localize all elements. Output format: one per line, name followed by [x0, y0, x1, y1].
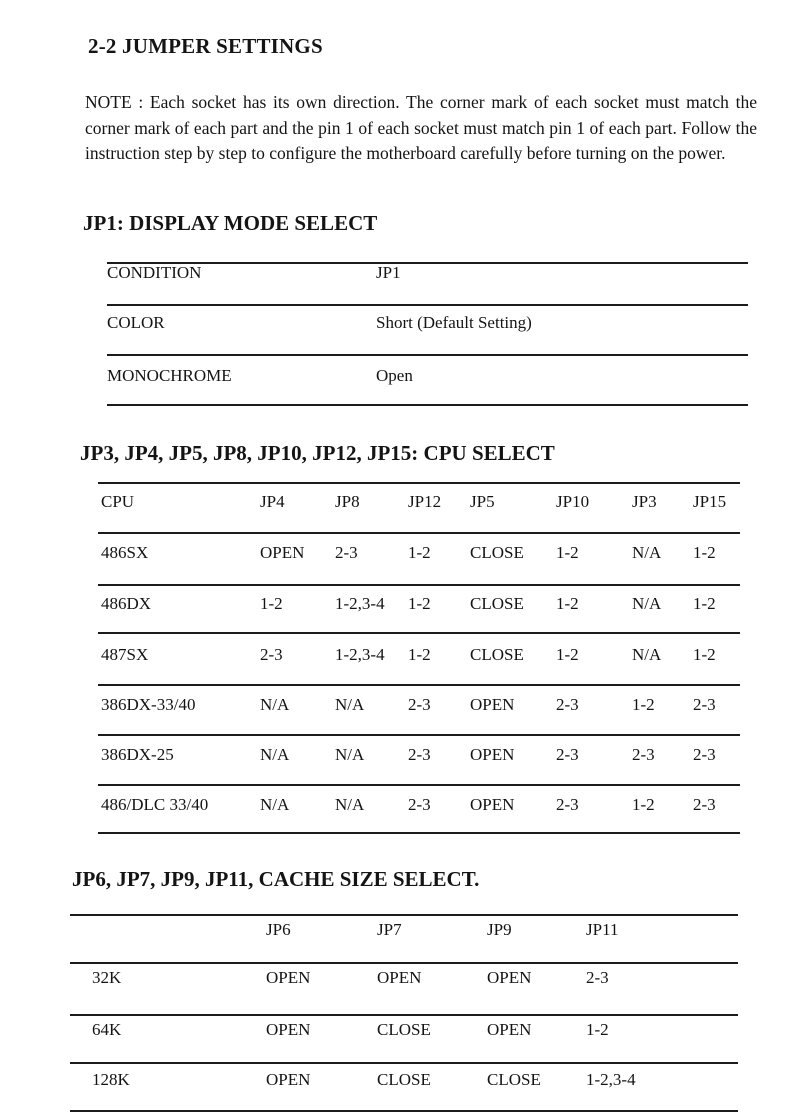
- cpu-cell: 486/DLC 33/40: [101, 795, 209, 814]
- cache-cell: OPEN: [266, 1020, 311, 1039]
- cache-header-cell: JP11: [586, 920, 619, 939]
- cpu-cell: 386DX-33/40: [101, 695, 196, 714]
- cache-cell: OPEN: [266, 1070, 311, 1089]
- cache-cell: CLOSE: [377, 1020, 431, 1039]
- cpu-header-cell: JP5: [470, 492, 495, 511]
- cpu-cell: N/A: [632, 645, 662, 664]
- cpu-rule: [98, 632, 740, 634]
- cpu-cell: 1-2: [408, 645, 431, 664]
- jp1-cell: Short (Default Setting): [376, 313, 532, 332]
- cpu-cell: 1-2,3-4: [335, 594, 385, 613]
- jp1-cell: MONOCHROME: [107, 366, 232, 385]
- cpu-rule: [98, 784, 740, 786]
- cpu-cell: N/A: [260, 795, 290, 814]
- cpu-section-title: JP3, JP4, JP5, JP8, JP10, JP12, JP15: CPU SELECT: [80, 441, 555, 465]
- cpu-rule: [98, 832, 740, 834]
- cpu-cell: 1-2: [408, 594, 431, 613]
- cache-cell: 2-3: [586, 968, 609, 987]
- cpu-header-cell: JP10: [556, 492, 590, 511]
- cache-cell: CLOSE: [487, 1070, 541, 1089]
- cache-rule: [70, 1110, 738, 1112]
- note-paragraph: NOTE : Each socket has its own direction. The corner mark of each socket must match the corner mark of each part and the pin 1 of each socket must match pin 1 of each part. Follow the instruction step by step to configure the motherboard carefully before turning on the power.: [85, 92, 757, 163]
- cpu-cell: 2-3: [632, 745, 655, 764]
- cpu-cell: N/A: [260, 695, 290, 714]
- cpu-cell: OPEN: [470, 695, 515, 714]
- cpu-cell: N/A: [335, 695, 365, 714]
- cache-cell: 64K: [92, 1020, 122, 1039]
- cache-rule: [70, 914, 738, 916]
- cache-rule: [70, 962, 738, 964]
- cache-cell: OPEN: [487, 1020, 532, 1039]
- cpu-cell: OPEN: [470, 795, 515, 814]
- cache-cell: 1-2: [586, 1020, 609, 1039]
- cpu-cell: 1-2: [693, 594, 716, 613]
- cpu-cell: 2-3: [556, 795, 579, 814]
- cpu-cell: 2-3: [408, 795, 431, 814]
- cpu-cell: OPEN: [470, 745, 515, 764]
- cpu-cell: 1-2,3-4: [335, 645, 385, 664]
- cpu-cell: CLOSE: [470, 543, 524, 562]
- cpu-rule: [98, 684, 740, 686]
- jp1-header-cell: JP1: [376, 263, 401, 282]
- cache-cell: OPEN: [377, 968, 422, 987]
- cpu-cell: 2-3: [693, 745, 716, 764]
- cpu-cell: N/A: [335, 795, 365, 814]
- cpu-rule: [98, 482, 740, 484]
- cpu-cell: CLOSE: [470, 645, 524, 664]
- cpu-cell: 2-3: [335, 543, 358, 562]
- cpu-cell: 1-2: [632, 695, 655, 714]
- cache-cell: 1-2,3-4: [586, 1070, 636, 1089]
- cache-cell: 128K: [92, 1070, 130, 1089]
- jp1-section-title: JP1: DISPLAY MODE SELECT: [83, 211, 378, 235]
- cpu-cell: N/A: [632, 543, 662, 562]
- cpu-header-cell: JP8: [335, 492, 360, 511]
- cache-cell: OPEN: [266, 968, 311, 987]
- cache-cell: CLOSE: [377, 1070, 431, 1089]
- cpu-cell: OPEN: [260, 543, 305, 562]
- cpu-rule: [98, 584, 740, 586]
- cpu-cell: 1-2: [260, 594, 283, 613]
- jp1-rule: [107, 354, 748, 356]
- cpu-cell: 486DX: [101, 594, 152, 613]
- cache-rule: [70, 1014, 738, 1016]
- cpu-cell: 1-2: [556, 645, 579, 664]
- cpu-rule: [98, 734, 740, 736]
- cache-header-cell: JP6: [266, 920, 291, 939]
- cache-section-title: JP6, JP7, JP9, JP11, CACHE SIZE SELECT.: [72, 867, 480, 891]
- jp1-rule: [107, 262, 748, 264]
- cpu-cell: CLOSE: [470, 594, 524, 613]
- cache-cell: OPEN: [487, 968, 532, 987]
- cache-header-cell: JP9: [487, 920, 512, 939]
- jp1-header-cell: CONDITION: [107, 263, 202, 282]
- cpu-cell: N/A: [632, 594, 662, 613]
- cpu-cell: 1-2: [556, 543, 579, 562]
- cpu-cell: 2-3: [693, 695, 716, 714]
- cpu-cell: 2-3: [408, 695, 431, 714]
- cache-header-cell: JP7: [377, 920, 402, 939]
- cpu-cell: 2-3: [556, 745, 579, 764]
- cpu-header-cell: JP15: [693, 492, 727, 511]
- cache-cell: 32K: [92, 968, 122, 987]
- cpu-cell: 2-3: [260, 645, 283, 664]
- cpu-cell: 487SX: [101, 645, 149, 664]
- cpu-rule: [98, 532, 740, 534]
- jp1-cell: Open: [376, 366, 413, 385]
- jp1-cell: COLOR: [107, 313, 165, 332]
- jp1-rule: [107, 304, 748, 306]
- cpu-cell: 386DX-25: [101, 745, 174, 764]
- cpu-cell: 2-3: [693, 795, 716, 814]
- cpu-cell: 2-3: [556, 695, 579, 714]
- cpu-cell: 1-2: [632, 795, 655, 814]
- cpu-cell: N/A: [335, 745, 365, 764]
- cpu-header-cell: JP12: [408, 492, 442, 511]
- cpu-header-cell: JP4: [260, 492, 285, 511]
- cpu-header-cell: CPU: [101, 492, 135, 511]
- cpu-cell: 1-2: [408, 543, 431, 562]
- cpu-cell: 1-2: [693, 543, 716, 562]
- cpu-cell: 486SX: [101, 543, 149, 562]
- cpu-cell: 2-3: [408, 745, 431, 764]
- cpu-cell: 1-2: [693, 645, 716, 664]
- page-title: 2-2 JUMPER SETTINGS: [88, 34, 323, 58]
- cache-rule: [70, 1062, 738, 1064]
- cpu-cell: N/A: [260, 745, 290, 764]
- cpu-cell: 1-2: [556, 594, 579, 613]
- cpu-header-cell: JP3: [632, 492, 657, 511]
- jp1-rule: [107, 404, 748, 406]
